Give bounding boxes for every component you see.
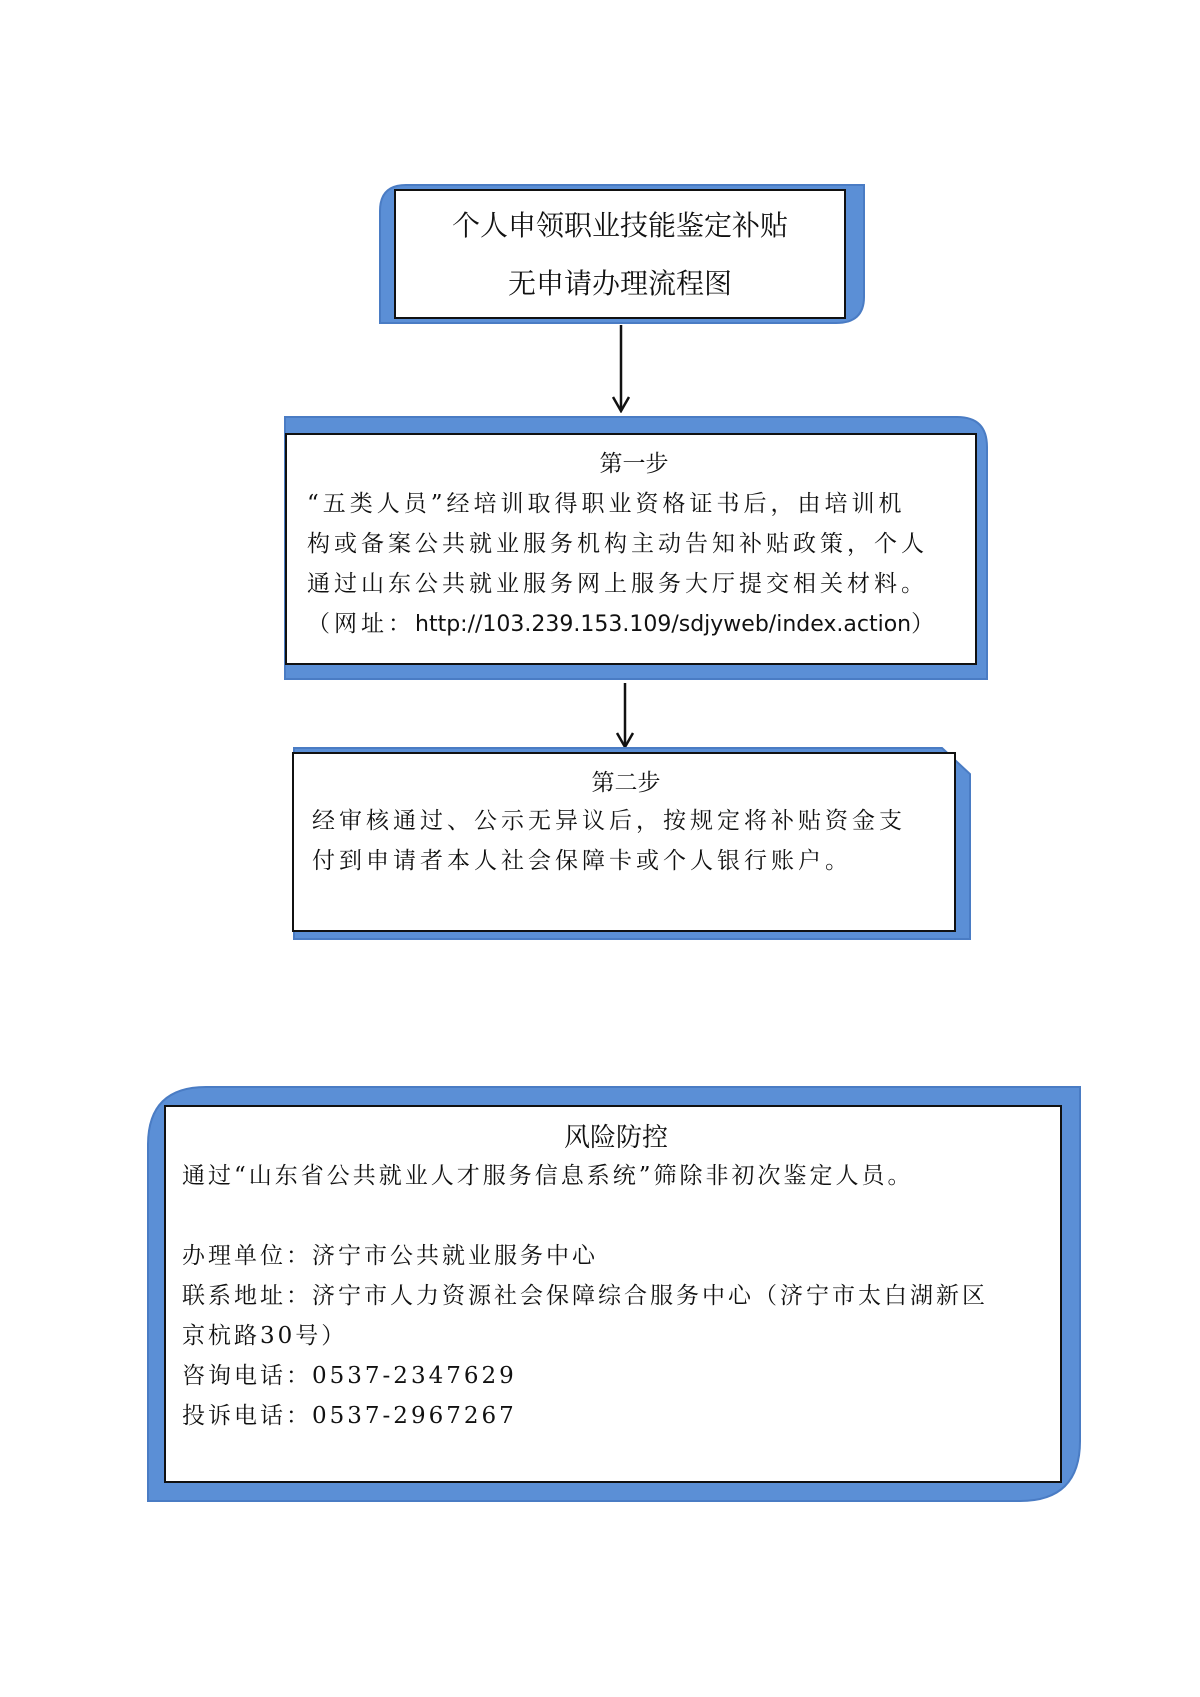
url-prefix: （网址： [307,611,415,637]
risk-box [164,1105,1062,1483]
step1-text [307,484,961,645]
step1-box [285,433,977,665]
risk-heading: 风险防控 [563,1123,668,1153]
step2-line-2: 付到申请者本人社会保障卡或个人银行账户。 [312,848,852,874]
step1-line-2: 构或备案公共就业服务机构主动告知补贴政策，个人 [307,531,928,557]
contact-address-1: 联系地址：济宁市人力资源社会保障综合服务中心（济宁市太白湖新区 [182,1283,988,1309]
title-card [378,183,866,325]
step2-heading: 第二步 [591,770,661,796]
step1-card [283,415,989,681]
risk-card [146,1085,1082,1503]
title-box [394,189,846,319]
contact-address-2: 京杭路30号） [182,1323,348,1349]
handling-unit: 办理单位：济宁市公共就业服务中心 [182,1243,598,1269]
step1-url-line [307,604,961,645]
complaint-phone: 投诉电话：0537-2967267 [182,1403,517,1429]
risk-text [182,1156,1050,1436]
step1-heading: 第一步 [599,451,669,477]
step2-box [292,752,956,932]
step2-line-1: 经审核通过、公示无异议后，按规定将补贴资金支 [312,808,906,834]
title-line-1: 个人申领职业技能鉴定补贴 [451,209,788,242]
arrow-down-icon [611,325,631,413]
url-suffix: ） [911,611,939,637]
arrow-down-icon [615,683,635,749]
title-line-2: 无申请办理流程图 [507,267,732,300]
url-link[interactable]: http://103.239.153.109/sdjyweb/index.action [415,612,912,637]
step2-card [292,746,972,941]
consult-phone: 咨询电话：0537-2347629 [182,1363,517,1389]
step1-line-3: 通过山东公共就业服务网上服务大厅提交相关材料。 [307,571,928,597]
step1-line-1: “五类人员”经培训取得职业资格证书后，由培训机 [307,491,906,517]
spacer-line [182,1196,1050,1236]
step2-text [312,801,940,881]
risk-line-text: 通过“山东省公共就业人才服务信息系统”筛除非初次鉴定人员。 [182,1163,914,1189]
